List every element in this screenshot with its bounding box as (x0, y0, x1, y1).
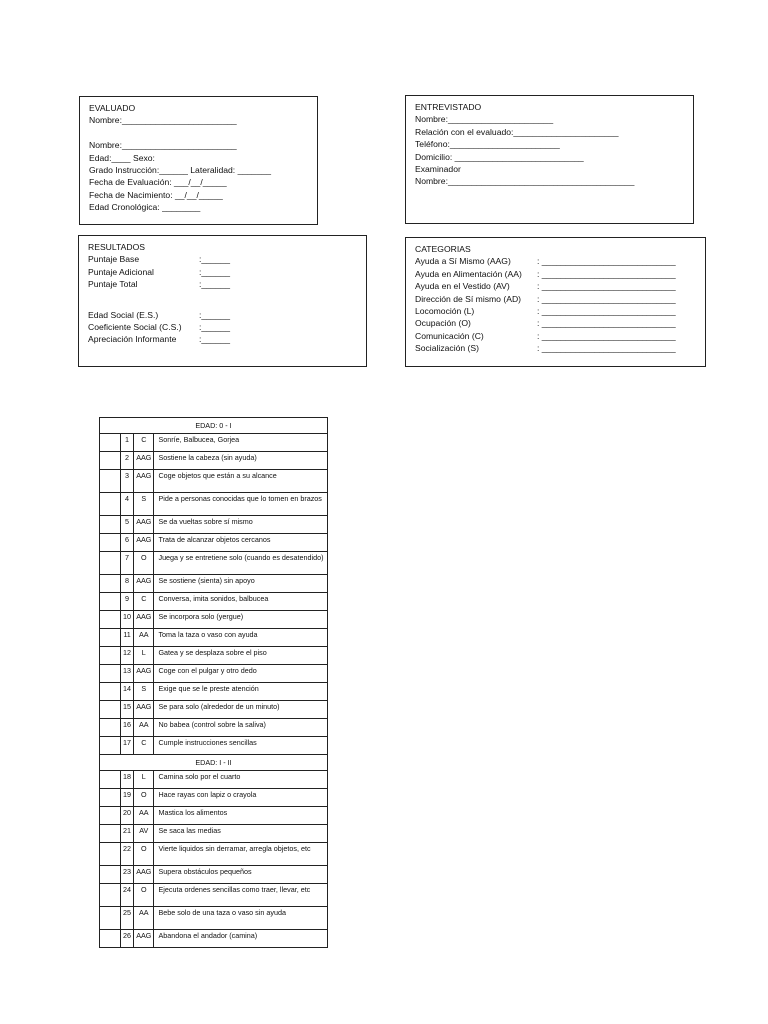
item-description: Ejecuta ordenes sencillas como traer, llevar, etc (154, 884, 328, 907)
categoria-row (415, 342, 696, 354)
evaluado-line (89, 127, 308, 139)
item-description: Abandona el andador (camina) (154, 930, 328, 948)
blank-cell (100, 534, 121, 552)
item-category: AAG (134, 701, 154, 719)
item-number: 4 (121, 493, 134, 516)
item-category: O (134, 884, 154, 907)
categoria-label: Ayuda en el Vestido (AV) (415, 281, 510, 292)
table-row (100, 866, 328, 884)
categoria-value: : ____________________________ (537, 306, 676, 317)
resultados-value: :______ (199, 266, 231, 277)
resultados-value: :______ (199, 254, 231, 265)
categorias-title: CATEGORIAS (415, 244, 471, 254)
spacer (88, 291, 357, 309)
item-category: AAG (134, 516, 154, 534)
item-description: Camina solo por el cuarto (154, 771, 328, 789)
categoria-label: Ocupación (O) (415, 318, 471, 329)
item-category: C (134, 593, 154, 611)
table-row (100, 683, 328, 701)
item-category: AAG (134, 665, 154, 683)
item-category: L (134, 647, 154, 665)
blank-cell (100, 629, 121, 647)
table-row (100, 807, 328, 825)
item-number: 1 (121, 434, 134, 452)
evaluado-line: Nombre:________________________ (89, 140, 237, 151)
item-number: 10 (121, 611, 134, 629)
item-number: 22 (121, 843, 134, 866)
resultados-value: :______ (199, 322, 231, 333)
item-category: AAG (134, 470, 154, 493)
item-number: 24 (121, 884, 134, 907)
item-description: Vierte liquidos sin derramar, arregla objetos, etc (154, 843, 328, 866)
table-row (100, 771, 328, 789)
table-row (100, 611, 328, 629)
evaluado-line: Nombre:________________________ (89, 115, 237, 126)
item-number: 17 (121, 737, 134, 755)
blank-cell (100, 647, 121, 665)
resultados-label: Apreciación Informante (88, 334, 177, 345)
resultados-row (88, 333, 357, 345)
item-category: AAG (134, 575, 154, 593)
categoria-row (415, 255, 696, 267)
item-number: 9 (121, 593, 134, 611)
entrevistado-line: Teléfono:_______________________ (415, 139, 560, 150)
item-description: Cumple instrucciones sencillas (154, 737, 328, 755)
resultados-value: :______ (199, 279, 231, 290)
table-row (100, 516, 328, 534)
item-description: Sostiene la cabeza (sin ayuda) (154, 452, 328, 470)
item-number: 16 (121, 719, 134, 737)
categoria-value: : ____________________________ (537, 268, 676, 279)
resultados-value: :______ (199, 334, 231, 345)
item-number: 19 (121, 789, 134, 807)
table-row (100, 884, 328, 907)
item-category: AA (134, 629, 154, 647)
item-category: AA (134, 807, 154, 825)
categoria-label: Ayuda en Alimentación (AA) (415, 268, 522, 279)
table-row (100, 629, 328, 647)
item-category: C (134, 434, 154, 452)
age-section-header (100, 755, 328, 771)
blank-cell (100, 737, 121, 755)
item-category: O (134, 789, 154, 807)
table-row (100, 534, 328, 552)
blank-cell (100, 701, 121, 719)
item-description: Coge con el pulgar y otro dedo (154, 665, 328, 683)
categoria-label: Ayuda a Sí Mismo (AAG) (415, 256, 511, 267)
blank-cell (100, 807, 121, 825)
blank-cell (100, 930, 121, 948)
evaluado-line: Edad:____ Sexo: (89, 152, 155, 163)
item-number: 13 (121, 665, 134, 683)
table-row (100, 665, 328, 683)
categoria-label: Locomoción (L) (415, 306, 475, 317)
item-number: 20 (121, 807, 134, 825)
item-category: C (134, 737, 154, 755)
resultados-label: Puntaje Total (88, 279, 138, 290)
blank-cell (100, 907, 121, 930)
categoria-row (415, 280, 696, 292)
resultados-label: Puntaje Adicional (88, 266, 154, 277)
categoria-value: : ____________________________ (537, 293, 676, 304)
resultados-label: Edad Social (E.S.) (88, 309, 159, 320)
evaluado-line: Fecha de Nacimiento: __/__/_____ (89, 189, 223, 200)
categoria-value: : ____________________________ (537, 343, 676, 354)
item-number: 2 (121, 452, 134, 470)
item-number: 3 (121, 470, 134, 493)
blank-cell (100, 611, 121, 629)
categoria-value: : ____________________________ (537, 318, 676, 329)
item-category: S (134, 493, 154, 516)
blank-cell (100, 825, 121, 843)
item-category: AV (134, 825, 154, 843)
categorias-panel (405, 237, 706, 367)
table-row (100, 701, 328, 719)
item-description: Trata de alcanzar objetos cercanos (154, 534, 328, 552)
item-number: 8 (121, 575, 134, 593)
resultados-row (88, 321, 357, 333)
items-table (99, 417, 328, 948)
entrevistado-title: ENTREVISTADO (415, 102, 482, 112)
item-number: 7 (121, 552, 134, 575)
item-number: 18 (121, 771, 134, 789)
item-description: Hace rayas con lapiz o crayola (154, 789, 328, 807)
item-category: O (134, 552, 154, 575)
item-description: Se da vueltas sobre sí mismo (154, 516, 328, 534)
resultados-row (88, 266, 357, 278)
blank-cell (100, 593, 121, 611)
age-section-header (100, 418, 328, 434)
table-row (100, 843, 328, 866)
resultados-panel (78, 235, 367, 367)
categoria-row (415, 317, 696, 329)
item-number: 15 (121, 701, 134, 719)
resultados-title: RESULTADOS (88, 242, 145, 252)
blank-cell (100, 771, 121, 789)
item-category: AAG (134, 534, 154, 552)
item-description: Supera obstáculos pequeños (154, 866, 328, 884)
categoria-row (415, 330, 696, 342)
categoria-row (415, 268, 696, 280)
item-description: Exige que se le preste atención (154, 683, 328, 701)
table-row (100, 930, 328, 948)
blank-cell (100, 452, 121, 470)
categoria-value: : ____________________________ (537, 330, 676, 341)
blank-cell (100, 843, 121, 866)
item-description: Se para solo (alrededor de un minuto) (154, 701, 328, 719)
item-description: Bebe solo de una taza o vaso sin ayuda (154, 907, 328, 930)
table-row (100, 575, 328, 593)
item-description: Juega y se entretiene solo (cuando es desatendido) (154, 552, 328, 575)
categoria-label: Comunicación (C) (415, 330, 484, 341)
blank-cell (100, 866, 121, 884)
table-row (100, 434, 328, 452)
item-category: AA (134, 719, 154, 737)
item-description: Conversa, imita sonidos, balbucea (154, 593, 328, 611)
categoria-row (415, 305, 696, 317)
table-row (100, 552, 328, 575)
evaluado-line: Edad Cronológica: ________ (89, 202, 201, 213)
categoria-value: : ____________________________ (537, 281, 676, 292)
blank-cell (100, 789, 121, 807)
item-number: 14 (121, 683, 134, 701)
item-category: S (134, 683, 154, 701)
item-description: Se sostiene (sienta) sin apoyo (154, 575, 328, 593)
item-category: AAG (134, 452, 154, 470)
item-description: Coge objetos que están a su alcance (154, 470, 328, 493)
entrevistado-line: Nombre:______________________ (415, 114, 554, 125)
item-number: 25 (121, 907, 134, 930)
table-row (100, 825, 328, 843)
item-description: Se incorpora solo (yergue) (154, 611, 328, 629)
blank-cell (100, 516, 121, 534)
evaluado-line: Fecha de Evaluación: ___/__/_____ (89, 177, 227, 188)
age-section-title: EDAD: 0 - I (100, 418, 328, 434)
item-number: 21 (121, 825, 134, 843)
entrevistado-line: Nombre:_______________________________________ (415, 176, 635, 187)
item-category: AAG (134, 930, 154, 948)
evaluado-panel (79, 96, 318, 225)
item-number: 11 (121, 629, 134, 647)
table-row (100, 452, 328, 470)
item-number: 26 (121, 930, 134, 948)
blank-cell (100, 884, 121, 907)
entrevistado-line: Examinador (415, 164, 461, 175)
resultados-row (88, 309, 357, 321)
blank-cell (100, 683, 121, 701)
item-number: 12 (121, 647, 134, 665)
item-description: Sonríe, Balbucea, Gorjea (154, 434, 328, 452)
categoria-label: Dirección de Sí mismo (AD) (415, 293, 522, 304)
entrevistado-line: Domicilio: ___________________________ (415, 151, 584, 162)
table-row (100, 907, 328, 930)
item-description: No babea (control sobre la saliva) (154, 719, 328, 737)
entrevistado-panel (405, 95, 694, 224)
categoria-label: Socialización (S) (415, 343, 479, 354)
table-row (100, 789, 328, 807)
table-row (100, 470, 328, 493)
evaluado-line: Grado Instrucción:______ Lateralidad: _______ (89, 165, 272, 176)
item-number: 6 (121, 534, 134, 552)
age-section-title: EDAD: I - II (100, 755, 328, 771)
blank-cell (100, 493, 121, 516)
resultados-row (88, 278, 357, 290)
resultados-value: :______ (199, 309, 231, 320)
item-description: Gatea y se desplaza sobre el piso (154, 647, 328, 665)
blank-cell (100, 470, 121, 493)
item-category: O (134, 843, 154, 866)
item-description: Se saca las medias (154, 825, 328, 843)
item-description: Pide a personas conocidas que lo tomen en brazos (154, 493, 328, 516)
blank-cell (100, 575, 121, 593)
resultados-label: Puntaje Base (88, 254, 140, 265)
blank-cell (100, 434, 121, 452)
item-category: AAG (134, 866, 154, 884)
item-number: 5 (121, 516, 134, 534)
table-row (100, 593, 328, 611)
item-description: Toma la taza o vaso con ayuda (154, 629, 328, 647)
table-row (100, 647, 328, 665)
categoria-row (415, 293, 696, 305)
item-category: AA (134, 907, 154, 930)
table-row (100, 719, 328, 737)
item-category: L (134, 771, 154, 789)
item-category: AAG (134, 611, 154, 629)
blank-cell (100, 552, 121, 575)
evaluado-title: EVALUADO (89, 103, 136, 113)
table-row (100, 493, 328, 516)
categoria-value: : ____________________________ (537, 256, 676, 267)
items-table-body (100, 418, 328, 948)
blank-cell (100, 719, 121, 737)
resultados-row (88, 253, 357, 265)
blank-cell (100, 665, 121, 683)
item-description: Mastica los alimentos (154, 807, 328, 825)
entrevistado-line: Relación con el evaluado:______________________ (415, 126, 619, 137)
item-number: 23 (121, 866, 134, 884)
table-row (100, 737, 328, 755)
resultados-label: Coeficiente Social (C.S.) (88, 322, 182, 333)
